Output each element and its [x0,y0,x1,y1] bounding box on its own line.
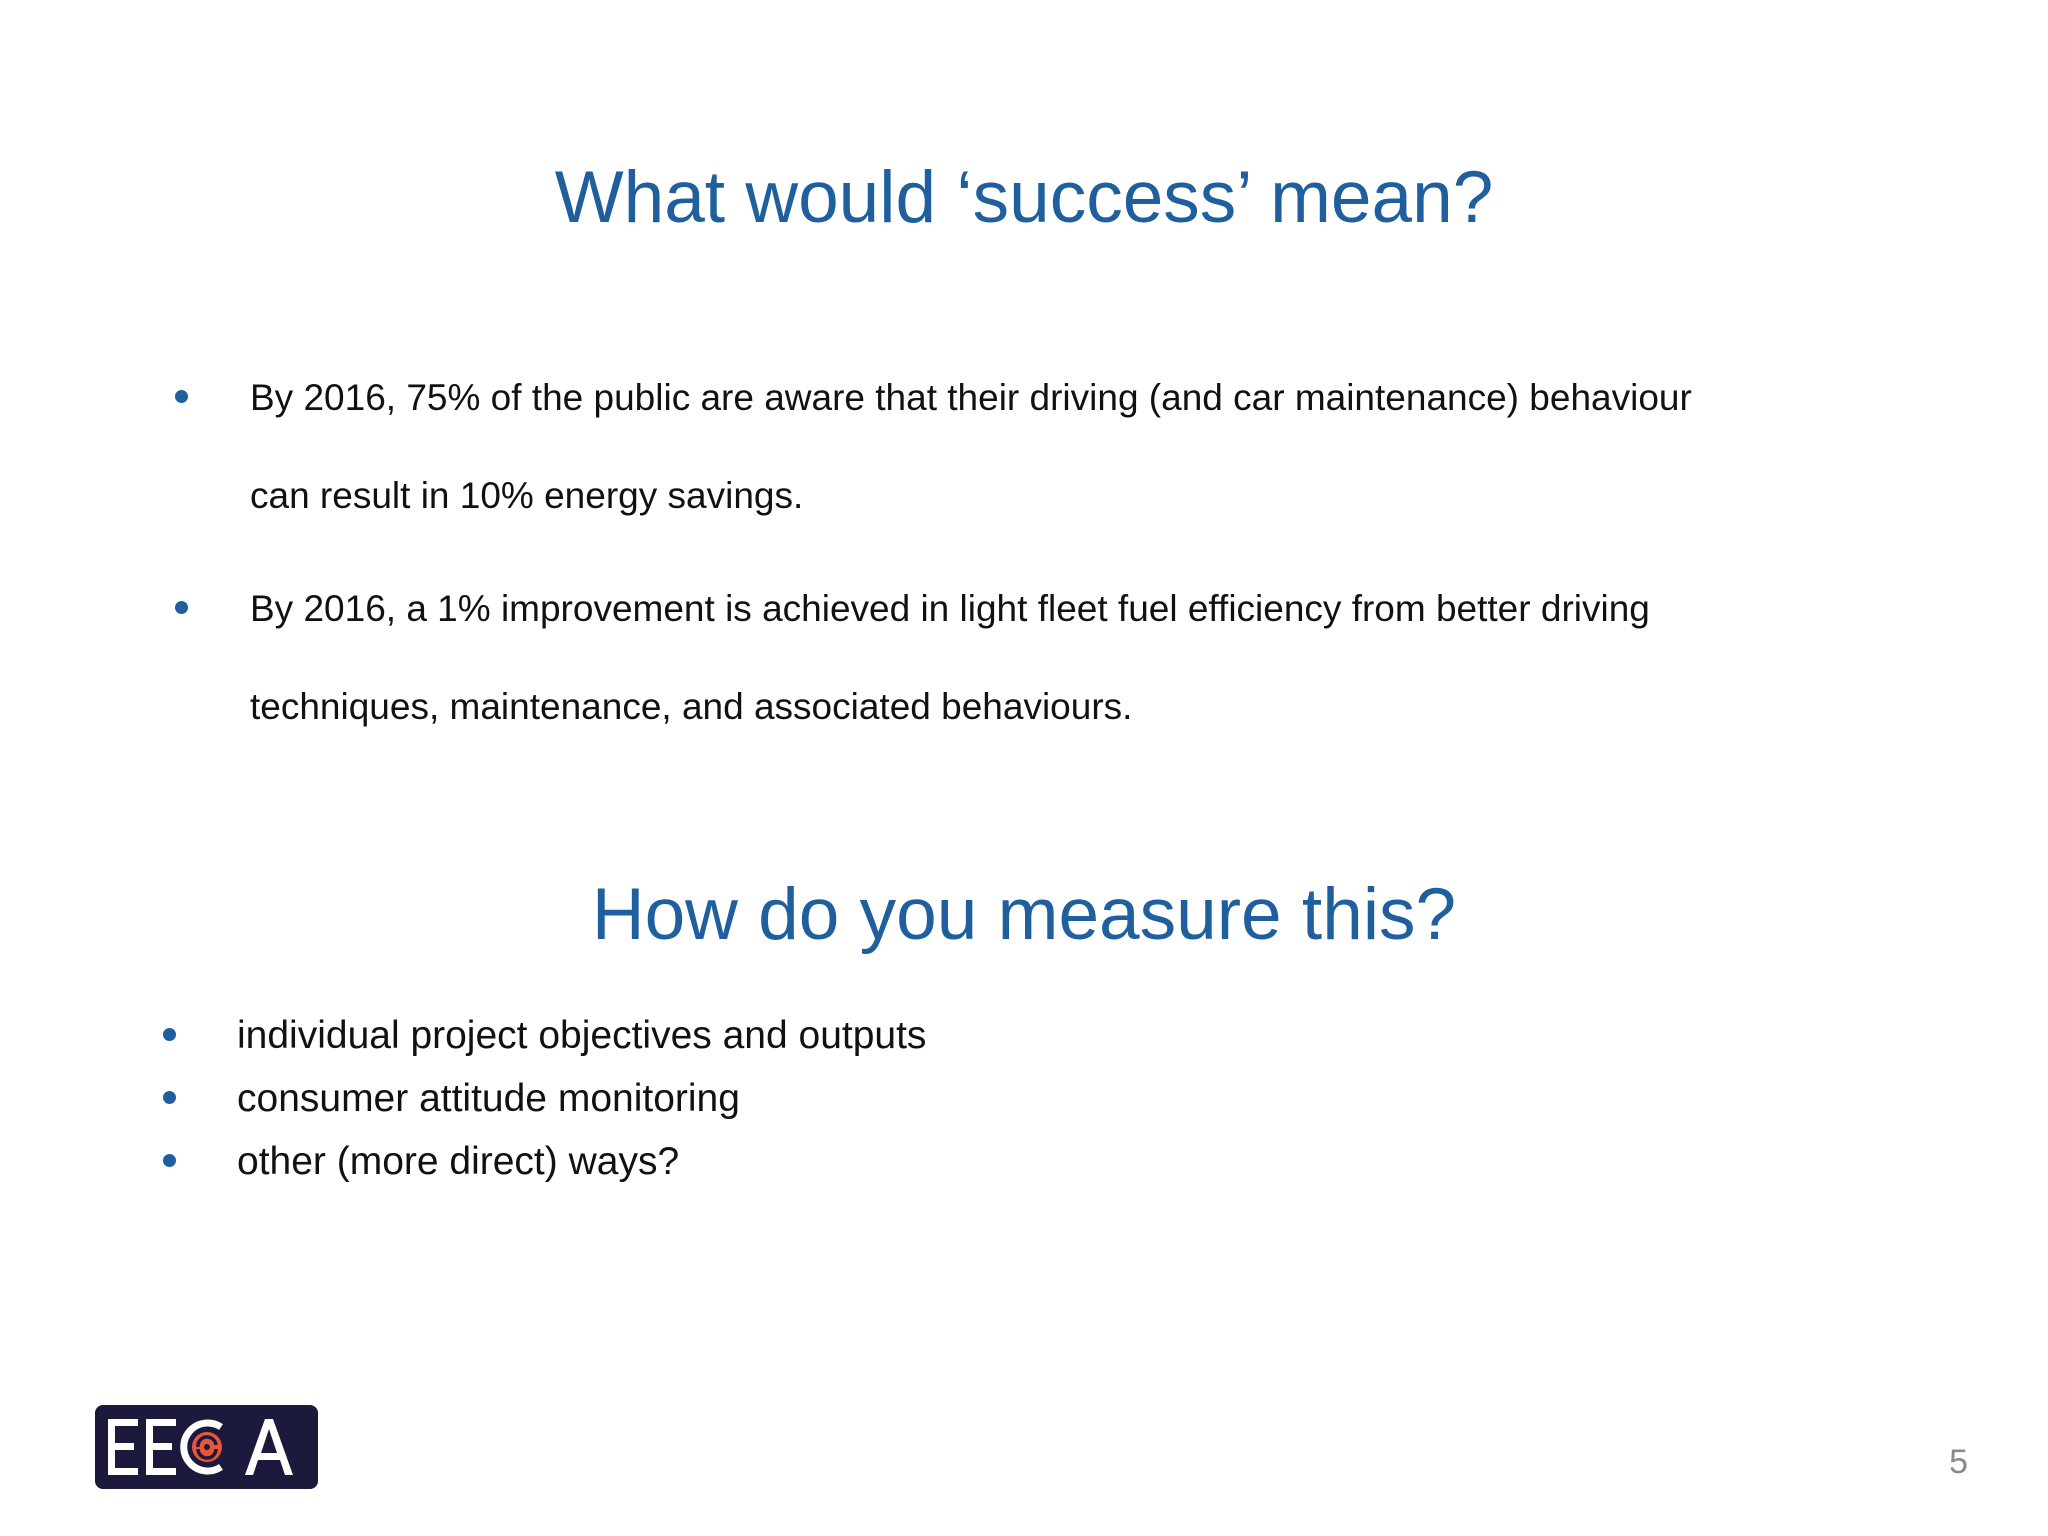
bullet-dot-icon [175,601,188,614]
measure-point-1: individual project objectives and outputs [237,1014,927,1057]
page-number: 5 [1949,1443,1968,1481]
success-point-2-line-2: techniques, maintenance, and associated behaviours. [250,686,1133,727]
bullet-dot-icon [163,1091,176,1104]
bullet-dot-icon [163,1028,176,1041]
section-heading: How do you measure this? [591,874,1457,955]
success-point-1-line-1: By 2016, 75% of the public are aware that their driving (and car maintenance) behaviour [250,377,1692,418]
bullet-dot-icon [163,1154,176,1167]
success-point-2-line-1: By 2016, a 1% improvement is achieved in light fleet fuel efficiency from better driving [250,588,1650,629]
eeca-logo [95,1405,318,1489]
success-point-1-line-2: can result in 10% energy savings. [250,475,804,516]
slide-title: What would ‘success’ mean? [554,157,1494,238]
eeca-logo-graphic [95,1405,318,1489]
measure-point-3: other (more direct) ways? [237,1140,680,1183]
bullet-dot-icon [175,390,188,403]
eeca-swirl-icon [184,1423,222,1471]
measure-point-2: consumer attitude monitoring [237,1077,740,1120]
